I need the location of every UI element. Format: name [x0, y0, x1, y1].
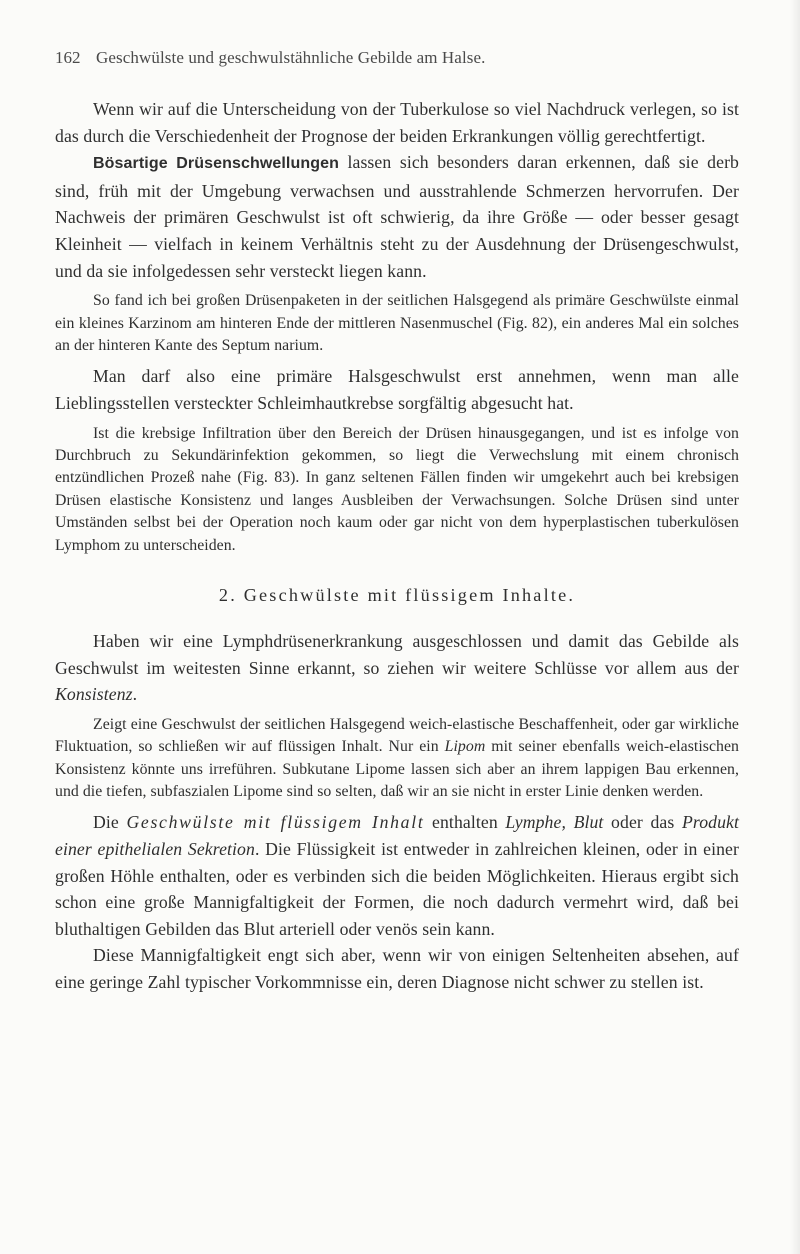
term-geschwuelste-mit-fluessigem-inhalt: Geschwülste mit flüssigem Inhalt	[126, 812, 425, 833]
paragraph-fluid-text-a: Die	[93, 812, 127, 833]
page-header	[55, 48, 755, 78]
section-heading	[55, 585, 739, 606]
term-boesartige-druesenschwellungen: Bösartige Drüsenschwellungen	[93, 155, 339, 173]
paragraph-fluid-text-c: oder das	[603, 812, 682, 833]
paragraph-infiltration: Ist die krebsige Infiltration über den Bereich der Drüsen hinausgegangen, und ist es infolge von Durchbruch zu Sekundärinfektion gekommen, so liegt die Verwechslung mit einem chronisch entzündlichen Prozeß nahe (Fig. 83). In ganz seltenen Fällen finden wir umgekehrt auch bei krebsigen Drüsen elastische Konsistenz und langes Ausbleiben der Verwachsungen. Solche Drüsen sind unter Umständen selbst bei der Operation noch kaum oder gar nicht von dem hyperplastischen tuberkulösen Lymphom zu unterscheiden.	[55, 424, 739, 554]
term-lipom: Lipom	[444, 738, 486, 756]
paragraph-case-examples: So fand ich bei großen Drüsenpaketen in der seitlichen Halsgegend als primäre Geschwülste einmal ein kleines Karzinom am hinteren Ende der mittleren Nasenmuschel (Fig. 82), ein anderes Mal ein solches an der hinteren Kante des Septum narium.	[55, 292, 739, 354]
paragraph-fluid-content	[55, 809, 739, 942]
paragraph-fluid-text-d: . Die Flüssigkeit ist entweder in zahlreichen kleinen, oder in einer großen Höhle enthalten, oder es verbinden sich die beiden Möglichkeiten. Hieraus ergibt sich schon eine große Mannigfaltigkeit der Formen, die noch dadurch vermehrt wird, daß bei bluthaltigen Gebilden das Blut arteriell oder venös sein kann.	[55, 839, 739, 939]
paragraph-fluid-text-b: enthalten	[424, 812, 506, 833]
term-konsistenz: Konsistenz	[55, 684, 133, 705]
paragraph-diversity: Diese Mannigfaltigkeit engt sich aber, wenn wir von einigen Seltenheiten absehen, auf eine geringe Zahl typischer Vorkommnisse ein, deren Diagnose nicht schwer zu stellen ist.	[55, 945, 739, 992]
paragraph-lipom-text-a: Zeigt eine Geschwulst der seitlichen Halsgegend weich-elastische Beschaffenheit, oder gar wirkliche Fluktuation, so schließen wir auf flüssigen Inhalt. Nur ein	[55, 715, 739, 756]
paragraph-lipom	[55, 714, 739, 804]
running-head: Geschwülste und geschwulstähnliche Gebilde am Halse.	[96, 48, 486, 67]
section-heading-text: 2. Geschwülste mit flüssigem Inhalte.	[218, 585, 576, 605]
paragraph-tuberculosis-distinction: Wenn wir auf die Unterscheidung von der Tuberkulose so viel Nachdruck verlegen, so ist das durch die Verschiedenheit der Prognose der beiden Erkrankungen völlig gerechtfertigt.	[55, 99, 739, 146]
paragraph-malignant-glands	[55, 149, 739, 284]
paragraph-consistency-end: .	[132, 684, 138, 705]
page-number: 162	[55, 48, 81, 67]
page-edge-shadow	[790, 0, 800, 1254]
paragraph-consistency	[55, 628, 739, 708]
paragraph-lipom-text-b: mit seiner ebenfalls weich-elastischen Konsistenz könnte uns irreführen. Subkutane Lipome lassen sich aber an ihrem lappigen Bau erkennen, und die tiefen, subfaszialen Lipome sind so selten, daß wir an sie nicht in erster Linie denken werden.	[55, 738, 739, 800]
term-lymphe-blut: Lymphe, Blut	[505, 812, 604, 833]
term-produkt-epithelialen-sekretion: Produkt einer epithelialen Sekretion	[55, 812, 739, 859]
paragraph-primary-tumor: Man darf also eine primäre Halsgeschwulst erst annehmen, wenn man alle Lieblingsstellen versteckter Schleimhautkrebse sorgfältig abgesucht hat.	[55, 366, 739, 413]
body-text	[55, 96, 739, 996]
paragraph-consistency-text: Haben wir eine Lymphdrüsenerkrankung ausgeschlossen und damit das Gebilde als Geschwulst im weitesten Sinne erkannt, so ziehen wir weitere Schlüsse vor allem aus der	[55, 631, 739, 678]
paragraph-malignant-glands-text: lassen sich besonders daran erkennen, daß sie derb sind, früh mit der Umgebung verwachsen und ausstrahlende Schmerzen hervorrufen. Der Nachweis der primären Geschwulst ist oft schwierig, da ihre Größe — oder besser gesagt Kleinheit — vielfach in keinem Verhältnis steht zu der Ausdehnung der Drüsengeschwulst, und da sie infolgedessen sehr versteckt liegen kann.	[55, 152, 739, 281]
